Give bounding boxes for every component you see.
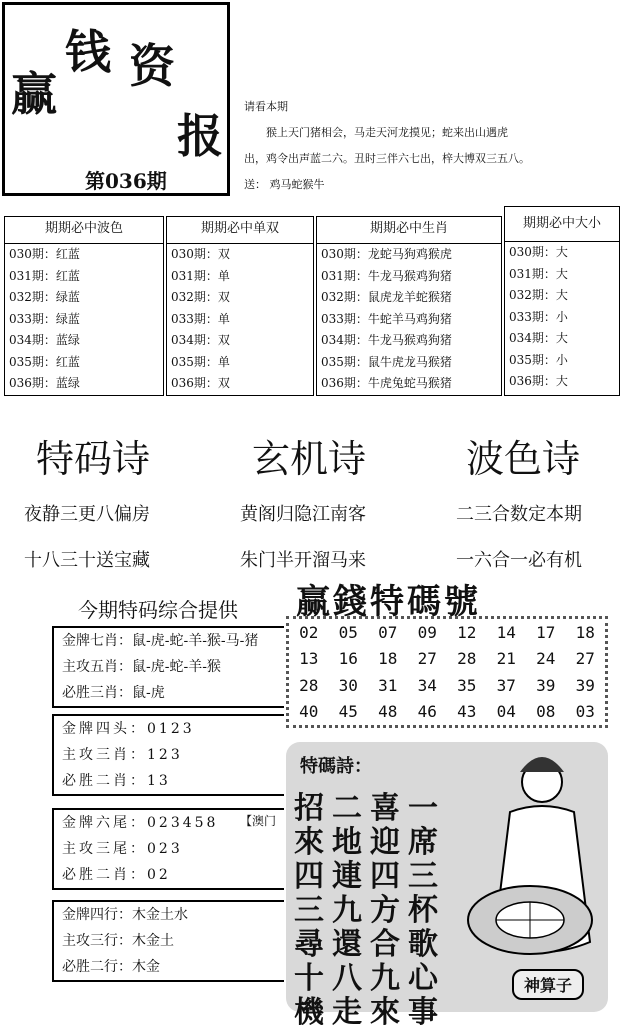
title-box (2, 2, 230, 196)
title-char-2: 钱 (65, 25, 111, 79)
special-number: 43 (457, 702, 477, 722)
info-box-heads (52, 714, 284, 796)
special-number: 37 (496, 675, 516, 695)
table-row: 031期：红蓝 (9, 268, 80, 283)
verse-column: 喜 迎 四 方 合 九 來 (370, 791, 400, 1030)
table-row: 034期：大 (509, 331, 568, 345)
panel-label: 特碼詩： (300, 756, 372, 777)
poem-intro: 请看本期 (244, 100, 288, 113)
verse-column: 招 來 四 三 尋 十 機 (294, 791, 324, 1030)
poem-line-1: 猴上天门猪相会，马走天河龙摸见；蛇来出山遇虎 (266, 126, 508, 139)
poem-wave-line-1: 二三合数定本期 (456, 504, 582, 525)
poem-mystery-line-2: 朱门半开溜马来 (240, 550, 366, 568)
info-row: 金牌六尾：023458 (62, 815, 219, 831)
table-header: 期期必中单双 (167, 217, 313, 244)
info-row: 主攻三尾：023 (62, 841, 183, 857)
table-row: 034期：牛龙马猴鸡狗猪 (321, 333, 452, 347)
table-odd-even (166, 216, 314, 396)
special-number: 48 (378, 702, 398, 722)
poem-special-line-1: 夜静三更八偏房 (24, 504, 150, 525)
special-number: 14 (496, 622, 516, 642)
special-number: 31 (378, 675, 398, 695)
special-number: 40 (299, 702, 319, 722)
special-number: 46 (417, 702, 437, 722)
special-number: 28 (299, 675, 319, 695)
special-number: 12 (457, 622, 477, 642)
macau-tag: 【澳门 (240, 814, 277, 828)
table-header: 期期必中大小 (505, 207, 619, 242)
table-row: 034期：蓝绿 (9, 333, 80, 347)
verse-column: 一 席 三 杯 歌 心 事 (408, 791, 438, 1030)
table-row: 033期：单 (171, 311, 230, 326)
special-number: 27 (417, 649, 437, 669)
table-row: 035期：红蓝 (9, 354, 80, 369)
table-row: 031期：单 (171, 268, 230, 283)
special-number-grid (286, 616, 608, 728)
special-number: 39 (536, 675, 556, 695)
special-number: 17 (536, 622, 556, 642)
poem-title-special: 特码诗 (36, 437, 151, 481)
table-row: 035期：鼠牛虎龙马猴猪 (321, 354, 452, 369)
special-number: 07 (378, 622, 398, 642)
table-header: 期期必中波色 (5, 217, 163, 244)
poem-mystery-line-1: 黄阁归隐江南客 (240, 504, 366, 525)
poem-line-3: 送： 鸡马蛇猴牛 (244, 178, 325, 191)
special-number: 04 (496, 702, 516, 722)
table-row: 030期：大 (509, 245, 568, 259)
poem-title-mystery: 玄机诗 (252, 437, 367, 481)
special-number: 28 (457, 649, 477, 669)
table-row: 035期：单 (171, 354, 230, 369)
issue-number: 第036期 (85, 169, 167, 193)
table-row: 036期：双 (171, 376, 230, 390)
info-row: 金牌七肖：鼠-虎-蛇-羊-猴-马-猪 (62, 633, 259, 649)
table-row: 030期：龙蛇马狗鸡猴虎 (321, 247, 452, 261)
special-number: 02 (299, 622, 319, 642)
special-number: 21 (496, 649, 516, 669)
special-number: 16 (338, 649, 358, 669)
fortune-teller-figure-icon (450, 742, 600, 992)
poem-verses (294, 792, 438, 1030)
info-box-zodiac (52, 626, 284, 708)
table-row: 032期：绿蓝 (9, 290, 80, 304)
info-row: 必胜二肖：13 (62, 773, 171, 789)
table-row: 032期：大 (509, 288, 568, 302)
poem-title-wave: 波色诗 (466, 437, 581, 481)
table-row: 036期：大 (509, 374, 568, 388)
table-row: 033期：牛蛇羊马鸡狗猪 (321, 311, 452, 326)
info-row: 主攻三行：木金土 (62, 933, 174, 949)
table-header: 期期必中生肖 (317, 217, 501, 244)
special-number: 39 (575, 675, 595, 695)
table-row: 032期：鼠虎龙羊蛇猴猪 (321, 290, 452, 304)
special-number: 27 (575, 649, 595, 669)
table-row: 033期：小 (509, 309, 568, 324)
table-row: 036期：牛虎兔蛇马猴猪 (321, 376, 452, 390)
poem-wave-line-2: 一六合一必有机 (456, 550, 582, 568)
special-number: 08 (536, 702, 556, 722)
table-row: 030期：双 (171, 247, 230, 261)
table-row: 030期：红蓝 (9, 247, 80, 261)
info-box-elements (52, 900, 284, 982)
table-row: 032期：双 (171, 290, 230, 304)
info-row: 主攻三肖：123 (62, 747, 183, 763)
info-row: 必胜二肖：02 (62, 867, 171, 883)
verse-column: 二 地 連 九 還 八 走 (332, 791, 362, 1030)
table-wave-color (4, 216, 164, 396)
special-number: 30 (338, 675, 358, 695)
header-poem (244, 94, 620, 198)
table-zodiac (316, 216, 502, 396)
info-row: 金牌四头：0123 (62, 721, 195, 737)
table-row: 033期：绿蓝 (9, 311, 80, 326)
table-row: 031期：大 (509, 266, 568, 281)
signature: 神算子 (512, 969, 584, 1000)
table-row: 031期：牛龙马猴鸡狗猪 (321, 268, 452, 283)
special-numbers-title: 赢錢特碼號 (296, 582, 481, 622)
today-title: 今期特码综合提供 (78, 598, 238, 622)
special-number: 09 (417, 622, 437, 642)
special-number: 03 (575, 702, 595, 722)
poem-image-panel (286, 742, 608, 1030)
table-big-small (504, 206, 620, 396)
special-number: 24 (536, 649, 556, 669)
special-number: 34 (417, 675, 437, 695)
title-char-1: 赢 (11, 67, 57, 121)
title-char-3: 资 (129, 39, 175, 93)
title-char-4: 报 (177, 109, 223, 163)
special-number: 18 (378, 649, 398, 669)
info-row: 金牌四行：木金土水 (62, 907, 188, 923)
poem-special-line-2: 十八三十送宝藏 (24, 550, 150, 568)
poem-line-2: 出，鸡令出声蓝二六。丑时三伴六七出，梓大博双三五八。 (244, 152, 530, 165)
special-number: 35 (457, 675, 477, 695)
info-row: 主攻五肖：鼠-虎-蛇-羊-猴 (62, 659, 221, 675)
special-number: 18 (575, 622, 595, 642)
special-number: 13 (299, 649, 319, 669)
table-row: 035期：小 (509, 352, 568, 367)
table-row: 036期：蓝绿 (9, 376, 80, 390)
table-row: 034期：双 (171, 333, 230, 347)
info-row: 必胜二行：木金 (62, 959, 160, 975)
special-number: 45 (338, 702, 358, 722)
special-number: 05 (338, 622, 358, 642)
info-row: 必胜三肖：鼠-虎 (62, 685, 165, 701)
